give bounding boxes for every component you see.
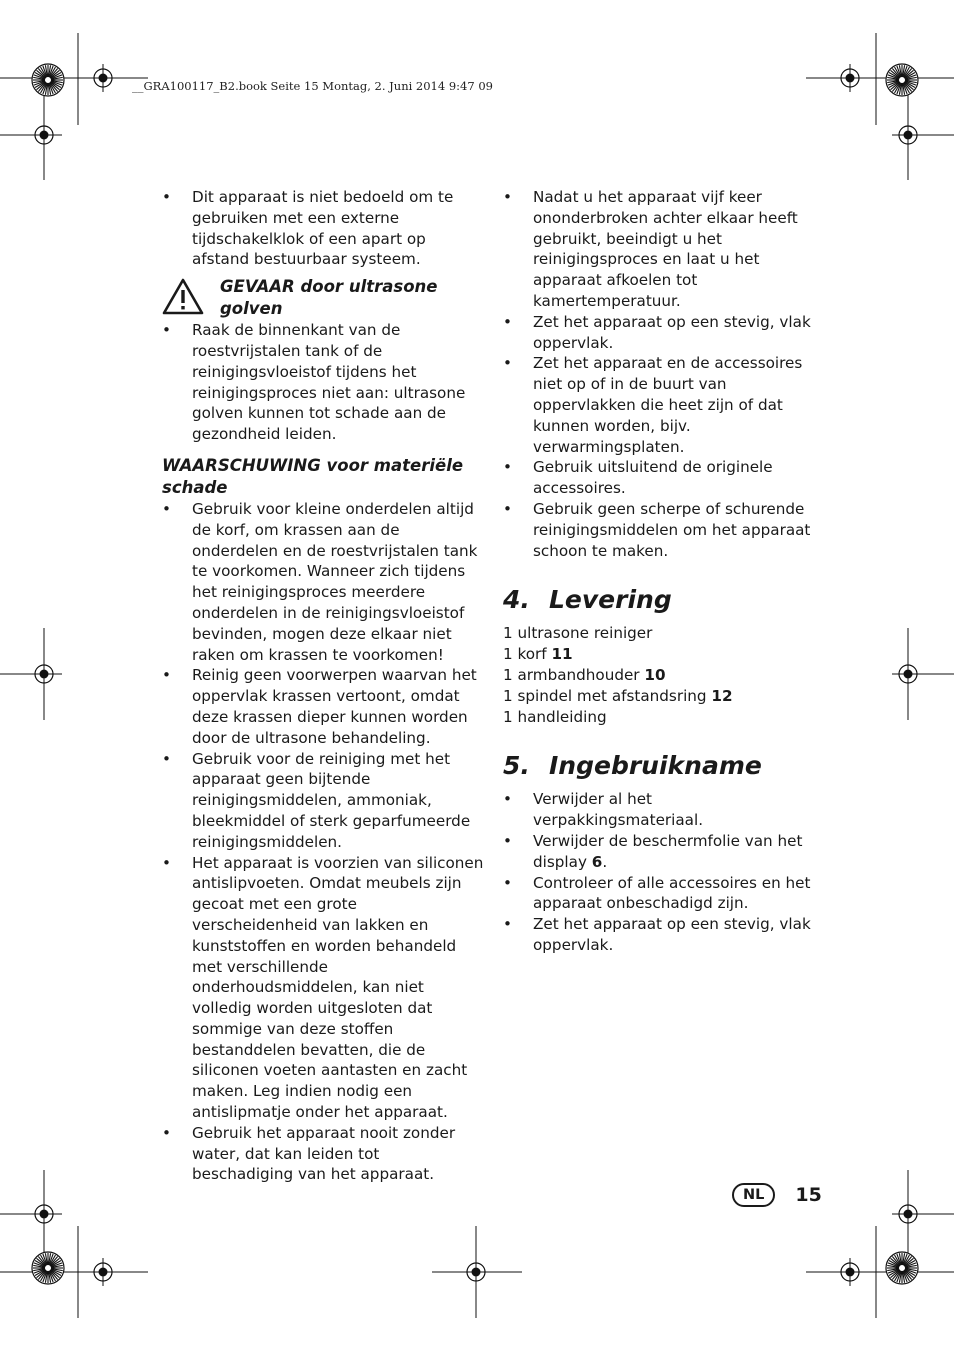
list-item: • Nadat u het apparaat vijf keer ononderbroken achter elkaar heeft gebruikt, beeindigt u het reinigingsproces en laat u het apparaat afkoelen tot kamertemperatuur. — [503, 187, 825, 312]
list-item: • Verwijder al het verpakkingsmateriaal. — [503, 789, 825, 831]
list-item: • Zet het apparaat en de accessoires niet op of in de buurt van oppervlakken die heet zijn of dat kunnen worden, bijv. verwarmingsplaten. — [503, 353, 825, 457]
section-number: 4. — [503, 585, 530, 615]
list-item: • Gebruik voor de reiniging met het apparaat geen bijtende reinigingsmiddelen, ammoniak, bleekmiddel of sterk geparfumeerde reinigingsmiddelen. — [162, 749, 484, 853]
section-title: Ingebruikname — [549, 751, 762, 781]
list-item: • Zet het apparaat op een stevig, vlak oppervlak. — [503, 914, 825, 956]
page-number: 15 — [795, 1184, 822, 1206]
warning-title: WAARSCHUWING voor materiële schade — [162, 455, 464, 497]
list-item: • Gebruik voor kleine onderdelen altijd de korf, om krassen aan de onderdelen en de roestvrijstalen tank te voorkomen. Wanneer zich tijdens het reinigingsproces meerdere onderdelen in de reinigingsvloeistof bevinden, mogen deze elkaar niet raken om krassen te voorkomen! — [162, 499, 484, 665]
danger-bullet-list — [162, 320, 484, 445]
warning-bullet-list — [162, 499, 484, 1185]
danger-heading — [162, 276, 484, 320]
list-item: • Zet het apparaat op een stevig, vlak oppervlak. — [503, 312, 825, 354]
list-item: • Dit apparaat is niet bedoeld om te gebruiken met een externe tijdschakelklok of een apart op afstand bestuurbaar systeem. — [162, 187, 484, 270]
page-footer — [732, 1183, 822, 1207]
list-item: • Raak de binnenkant van de roestvrijstalen tank of de reinigingsvloeistof tijdens het reinigingsproces niet aan: ultrasone golven kunnen tot schade aan de gezondheid leiden. — [162, 320, 484, 445]
setup-bullet-list — [503, 789, 825, 955]
list-item: 1 ultrasone reiniger — [503, 624, 653, 643]
list-item: • Gebruik uitsluitend de originele accessoires. — [503, 457, 825, 499]
list-item: • Verwijder de beschermfolie van het display 6. — [503, 831, 825, 873]
warning-triangle-icon — [162, 278, 204, 316]
section-number: 5. — [503, 751, 530, 781]
list-item: 1 spindel met afstandsring 12 — [503, 686, 733, 705]
section-title: Levering — [549, 585, 672, 615]
right-column — [503, 187, 825, 956]
list-item: 1 handleiding — [503, 707, 607, 726]
list-item: • Het apparaat is voorzien van siliconen antislipvoeten. Omdat meubels zijn gecoat met een grote verscheidenheid van lakken en kunststoffen en worden behandeld met verschillende onderhoudsmiddelen, kan niet volledig worden uitgesloten dat sommige van deze stoffen bestanddelen bevatten, die de siliconen voeten aantasten en zacht maken. Leg indien nodig een antislipmatje onder het apparaat. — [162, 853, 484, 1123]
print-file-header: __GRA100117_B2.book Seite 15 Montag, 2. Juni 2014 9:47 09 — [132, 79, 493, 93]
list-item: • Gebruik het apparaat nooit zonder water, dat kan leiden tot beschadiging van het apparaat. — [162, 1123, 484, 1185]
list-item: 1 armbandhouder 10 — [503, 665, 666, 684]
language-badge: NL — [732, 1183, 775, 1207]
danger-title: GEVAAR door ultrasone golven — [220, 277, 438, 319]
list-item: 1 korf 11 — [503, 645, 573, 664]
section-heading-levering — [503, 585, 825, 615]
section-heading-ingebruikname — [503, 751, 825, 781]
delivery-list — [503, 623, 825, 727]
list-item: • Gebruik geen scherpe of schurende reinigingsmiddelen om het apparaat schoon te maken. — [503, 499, 825, 561]
list-item: • Reinig geen voorwerpen waarvan het oppervlak krassen vertoont, omdat deze krassen dieper kunnen worden door de ultrasone behandeling. — [162, 665, 484, 748]
safety-bullet-list — [503, 187, 825, 561]
left-column — [162, 187, 484, 1185]
list-item: • Controleer of alle accessoires en het apparaat onbeschadigd zijn. — [503, 873, 825, 915]
intro-bullet-list — [162, 187, 484, 270]
